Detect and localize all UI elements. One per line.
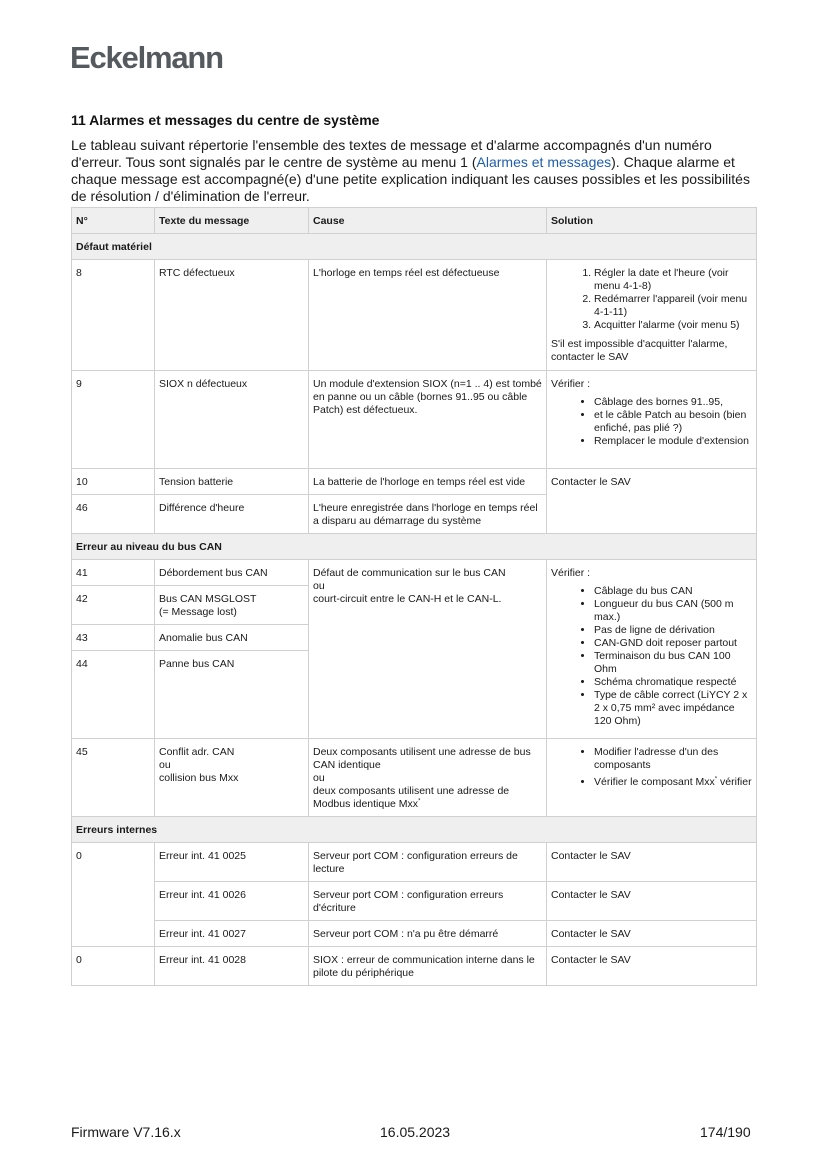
cell-solution: Contacter le SAV xyxy=(547,469,757,534)
cell-number: 41 xyxy=(72,560,155,586)
cell-message-text: Erreur int. 41 0028 xyxy=(155,947,309,986)
header-solution: Solution xyxy=(547,208,757,234)
cell-message-text: Débordement bus CAN xyxy=(155,560,309,586)
cause-line: ou xyxy=(313,580,325,592)
cause-line xyxy=(313,785,542,811)
cell-cause: La batterie de l'horloge en temps réel est vide xyxy=(309,469,547,495)
cause-line: ou xyxy=(313,772,325,784)
cell-solution xyxy=(547,560,757,739)
cell-message-text: SIOX n défectueux xyxy=(155,371,309,469)
cell-message-text xyxy=(155,586,309,625)
solution-text: vérifier xyxy=(717,776,752,788)
cause-line: Deux composants utilisent une adresse de bus CAN identique xyxy=(313,746,531,771)
cell-cause: L'horloge en temps réel est défectueuse xyxy=(309,260,547,371)
table-row xyxy=(72,843,757,882)
solution-item: • CAN-GND doit reposer partout xyxy=(594,637,752,650)
cell-cause: L'heure enregistrée dans l'horloge en temps réel a disparu au démarrage du système xyxy=(309,495,547,534)
cell-cause: Serveur port COM : configuration erreurs d'écriture xyxy=(309,882,547,921)
cause-line: court-circuit entre le CAN-H et le CAN-L. xyxy=(313,593,502,605)
cell-number: 9 xyxy=(72,371,155,469)
message-line: ou xyxy=(159,759,171,771)
solution-item: • Terminaison du bus CAN 100 Ohm xyxy=(594,650,752,676)
cell-number: 10 xyxy=(72,469,155,495)
solution-list xyxy=(551,396,752,448)
footer-page-number: 174/190 xyxy=(700,1124,751,1140)
cell-cause: Serveur port COM : n'a pu être démarré xyxy=(309,921,547,947)
cause-line: Défaut de communication sur le bus CAN xyxy=(313,567,506,579)
cell-message-text: Erreur int. 41 0026 xyxy=(155,882,309,921)
intro-text-2: ). Chaque alarme et chaque message est accompagné(e) d'une petite explication indiquant les causes possibles et les possibilités de résolution / d'élimination de l'erreur. xyxy=(71,154,750,204)
message-line: (= Message lost) xyxy=(159,606,237,618)
cell-solution xyxy=(547,260,757,371)
cell-number: 44 xyxy=(72,651,155,739)
cause-text: deux composants utilisent une adresse de Modbus identique Mxx xyxy=(313,785,510,810)
group-row-can xyxy=(72,534,757,560)
solution-item: • Schéma chromatique respecté xyxy=(594,676,752,689)
solution-item: • Remplacer le module d'extension xyxy=(594,435,752,448)
cell-message-text: RTC défectueux xyxy=(155,260,309,371)
table-row xyxy=(72,469,757,495)
cell-message-text: Erreur int. 41 0025 xyxy=(155,843,309,882)
verify-label: Vérifier : xyxy=(551,567,591,579)
cell-cause xyxy=(309,739,547,817)
alarm-table xyxy=(71,207,757,986)
table-row xyxy=(72,739,757,817)
table-row xyxy=(72,921,757,947)
cell-cause: SIOX : erreur de communication interne dans le pilote du périphérique xyxy=(309,947,547,986)
solution-item: • et le câble Patch au besoin (bien enfiché, pas plié ?) xyxy=(594,409,752,435)
cell-solution: Contacter le SAV xyxy=(547,921,757,947)
intro-text-1: Le tableau suivant répertorie l'ensemble des textes de message et d'alarme accompagnés d'un numéro d'erreur. Tous sont signalés par le centre de système au menu 1 ( xyxy=(71,137,712,170)
solution-item xyxy=(594,776,752,789)
cell-number: 0 xyxy=(72,947,155,986)
solution-steps xyxy=(551,267,752,332)
footer-firmware-version: Firmware V7.16.x xyxy=(71,1124,181,1140)
solution-step: 3. Acquitter l'alarme (voir menu 5) xyxy=(594,319,752,332)
cell-number: 45 xyxy=(72,739,155,817)
cell-message-text: Panne bus CAN xyxy=(155,651,309,739)
cell-solution: Contacter le SAV xyxy=(547,882,757,921)
solution-item: • Modifier l'adresse d'un des composants xyxy=(594,746,752,772)
solution-item: • Câblage des bornes 91..95, xyxy=(594,396,752,409)
group-row-hardware xyxy=(72,234,757,260)
cell-message-text: Erreur int. 41 0027 xyxy=(155,921,309,947)
table-row xyxy=(72,260,757,371)
solution-item: • Type de câble correct (LiYCY 2 x 2 x 0,75 mm² avec impédance 120 Ohm) xyxy=(594,689,752,728)
table-row xyxy=(72,882,757,921)
intro-paragraph xyxy=(71,137,761,205)
group-label: Erreur au niveau du bus CAN xyxy=(72,534,757,560)
message-line: Bus CAN MSGLOST xyxy=(159,593,257,605)
cell-message-text: Différence d'heure xyxy=(155,495,309,534)
solution-list xyxy=(551,746,752,789)
footnote-marker: * xyxy=(714,776,718,783)
message-line: Conflit adr. CAN xyxy=(159,746,235,758)
solution-item: • Pas de ligne de dérivation xyxy=(594,624,752,637)
footer-date: 16.05.2023 xyxy=(380,1124,451,1140)
table-row xyxy=(72,371,757,469)
solution-list xyxy=(551,585,752,728)
cell-number: 42 xyxy=(72,586,155,625)
solution-step: 1. Régler la date et l'heure (voir menu 4-1-8) xyxy=(594,267,752,293)
cell-cause xyxy=(309,560,547,739)
table-header-row xyxy=(72,208,757,234)
cell-message-text: Tension batterie xyxy=(155,469,309,495)
cell-solution xyxy=(547,739,757,817)
header-cause: Cause xyxy=(309,208,547,234)
cell-message-text: Anomalie bus CAN xyxy=(155,625,309,651)
cell-number: 8 xyxy=(72,260,155,371)
solution-step: 2. Redémarrer l'appareil (voir menu 4-1-11) xyxy=(594,293,752,319)
alarms-messages-link[interactable]: Alarmes et messages xyxy=(476,154,612,170)
cell-cause: Un module d'extension SIOX (n=1 .. 4) est tombé en panne ou un câble (bornes 91..95 ou câble Patch) est défectueux. xyxy=(309,371,547,469)
cell-solution xyxy=(547,371,757,469)
solution-item: • Longueur du bus CAN (500 m max.) xyxy=(594,598,752,624)
cell-solution: Contacter le SAV xyxy=(547,947,757,986)
message-line: collision bus Mxx xyxy=(159,772,239,784)
group-label: Défaut matériel xyxy=(72,234,757,260)
header-number: N° xyxy=(72,208,155,234)
table-row xyxy=(72,947,757,986)
cell-number: 46 xyxy=(72,495,155,534)
group-row-internal xyxy=(72,817,757,843)
verify-label: Vérifier : xyxy=(551,378,591,390)
company-logo: Eckelmann xyxy=(70,40,223,75)
solution-note: S'il est impossible d'acquitter l'alarme, contacter le SAV xyxy=(551,338,728,363)
table-row xyxy=(72,560,757,586)
footnote-marker: * xyxy=(418,798,421,805)
cell-number: 43 xyxy=(72,625,155,651)
cell-number: 0 xyxy=(72,843,155,947)
cell-cause: Serveur port COM : configuration erreurs de lecture xyxy=(309,843,547,882)
cell-solution: Contacter le SAV xyxy=(547,843,757,882)
header-message-text: Texte du message xyxy=(155,208,309,234)
section-title: 11 Alarmes et messages du centre de système xyxy=(71,112,380,128)
solution-text: Vérifier le composant Mxx xyxy=(594,776,715,788)
group-label: Erreurs internes xyxy=(72,817,757,843)
solution-item: • Câblage du bus CAN xyxy=(594,585,752,598)
cell-message-text xyxy=(155,739,309,817)
